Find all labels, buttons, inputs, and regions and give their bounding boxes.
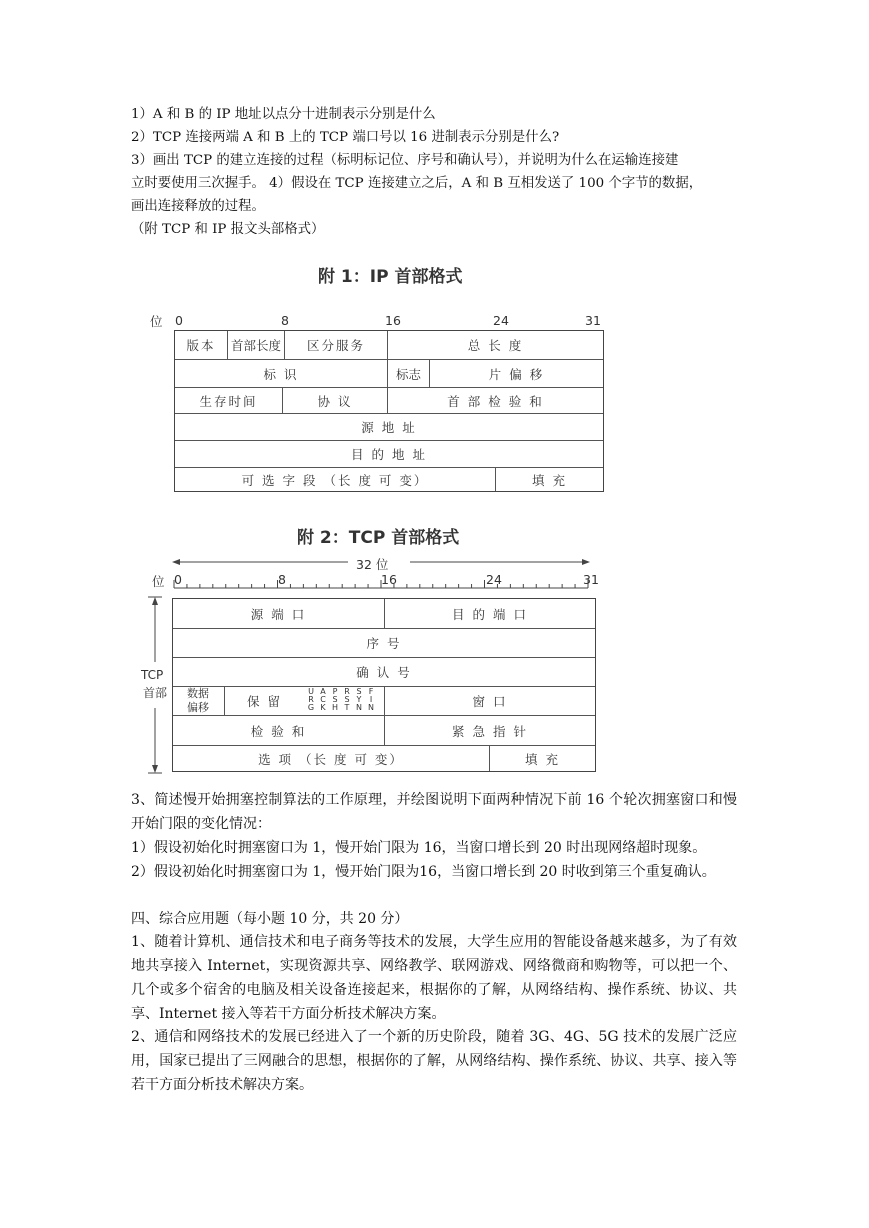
section4-heading: 四、综合应用题（每小题 10 分，共 20 分） (131, 911, 409, 927)
tcp-bit-24: 24 (486, 572, 502, 587)
ip-bit-16: 16 (385, 313, 401, 328)
ip-ttl: 生存时间 (175, 387, 282, 413)
tcp-sequence-number: 序 号 (173, 628, 595, 657)
tcp-flag-urg: U R G (307, 687, 315, 712)
tcp-figure-title: 附 2：TCP 首部格式 (297, 528, 460, 548)
ip-header-length: 首部长度 (227, 331, 284, 359)
tcp-flag-psh: P S H (331, 687, 338, 712)
question-line-1: 1）A 和 B 的 IP 地址以点分十进制表示分别是什么 (131, 107, 436, 122)
ip-protocol: 协 议 (282, 387, 387, 413)
question-line-4: 立时要使用三次握手。 4）假设在 TCP 连接建立之后，A 和 B 互相发送了 100 个字节的数据， (131, 176, 703, 191)
ip-total-length: 总 长 度 (387, 331, 603, 359)
section4-question-1: 1、随着计算机、通信技术和电子商务等技术的发展，大学生应用的智能设备越来越多，为了有效地共享接入 Internet，实现资源共享、网络教学、联网游戏、网络微商和购物等，可以把一个、几个或多个宿舍的电脑及相关设备连接起来，根据你的了解，从网络结构、操作系统、协议、共享、Internet 接入等若干方面分析技术解决方案。 (131, 934, 737, 1022)
section4-question-2: 2、通信和网络技术的发展已经进入了一个新的历史阶段，随着 3G、4G、5G 技术的发展广泛应用，国家已提出了三网融合的思想，根据你的了解，从网络结构、操作系统、协议、共享、接入等若干方面分析技术解决方案。 (131, 1029, 737, 1093)
tcp-flag-syn: S Y N (356, 687, 362, 712)
ip-destination-address: 目 的 地 址 (175, 440, 603, 467)
tcp-urgent-pointer: 紧 急 指 针 (384, 715, 595, 745)
tcp-flag-bits (304, 688, 382, 714)
tcp-data-offset-2: 偏移 (187, 701, 209, 714)
tcp-reserved: 保 留 (224, 687, 304, 715)
tcp-destination-port: 目 的 端 口 (384, 599, 595, 628)
appendix-note: （附 TCP 和 IP 报文头部格式） (131, 222, 325, 237)
tcp-bit-8: 8 (278, 572, 286, 587)
ip-padding: 填 充 (495, 467, 603, 491)
tcp-padding: 填 充 (489, 745, 595, 771)
ip-source-address: 源 地 址 (175, 413, 603, 440)
ip-flags: 标志 (387, 359, 429, 387)
ip-bit-label: 位 (150, 314, 163, 329)
tcp-bit-label: 位 (152, 574, 165, 589)
ip-bit-24: 24 (493, 313, 509, 328)
tcp-width-label: 32 位 (356, 557, 389, 572)
ip-bit-0: 0 (175, 313, 183, 328)
ip-options: 可 选 字 段 （长 度 可 变） (175, 467, 495, 491)
tcp-bit-16: 16 (381, 572, 397, 587)
section3-case-1: 1）假设初始化时拥塞窗口为 1，慢开始门限为 16，当窗口增长到 20 时出现网络超时现象。 (131, 840, 707, 856)
ip-version: 版本 (186, 338, 216, 353)
tcp-checksum: 检 验 和 (173, 715, 384, 745)
ip-checksum: 首 部 检 验 和 (387, 387, 603, 413)
tcp-header-table (172, 598, 596, 772)
question-line-2: 2）TCP 连接两端 A 和 B 上的 TCP 端口号以 16 进制表示分别是什么? (131, 130, 560, 145)
tcp-bit-0: 0 (174, 572, 182, 587)
tcp-ack-number: 确 认 号 (173, 657, 595, 686)
ip-figure-title: 附 1：IP 首部格式 (318, 267, 463, 287)
ip-header-table (174, 330, 604, 492)
tcp-flag-rst: R S T (344, 687, 350, 712)
tcp-side-label-1: TCP (141, 668, 164, 682)
ip-dscp: 区分服务 (284, 331, 387, 359)
section3-case-2: 2）假设初始化时拥塞窗口为 1，慢开始门限为16，当窗口增长到 20 时收到第三个重复确认。 (131, 864, 716, 880)
tcp-side-label-2: 首部 (143, 686, 168, 700)
tcp-source-port: 源 端 口 (250, 606, 307, 622)
tcp-window: 窗 口 (384, 687, 595, 715)
ip-bit-8: 8 (281, 313, 289, 328)
tcp-bit-31: 31 (583, 572, 599, 587)
tcp-flag-fin: F I N (368, 687, 374, 712)
question-line-5: 画出连接释放的过程。 (131, 199, 265, 214)
tcp-data-offset-1: 数据 (187, 687, 209, 700)
question-line-3: 3）画出 TCP 的建立连接的过程（标明标记位、序号和确认号），并说明为什么在运输连接建 (131, 153, 679, 168)
section3-question: 3、简述慢开始拥塞控制算法的工作原理，并绘图说明下面两种情况下前 16 个轮次拥塞窗口和慢开始门限的变化情况： (131, 792, 737, 832)
tcp-flag-ack: A C K (320, 687, 326, 712)
ip-identification: 标 识 (175, 359, 387, 387)
tcp-options: 选 项 （长 度 可 变） (173, 745, 489, 771)
ip-bit-31: 31 (585, 313, 601, 328)
ip-fragment-offset: 片 偏 移 (429, 359, 603, 387)
